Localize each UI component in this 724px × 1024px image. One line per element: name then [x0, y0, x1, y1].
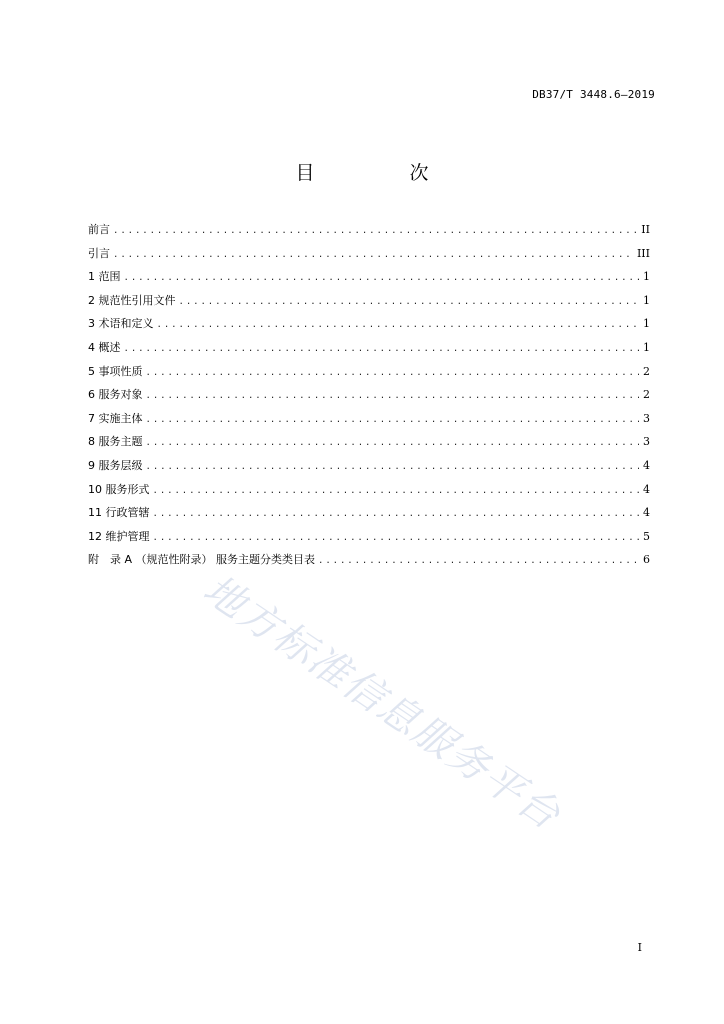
- toc-entry[interactable]: [88, 289, 650, 313]
- toc-entry-label: 6 服务对象: [88, 388, 143, 402]
- toc-entry[interactable]: [88, 218, 650, 242]
- toc-leader-dots: [113, 244, 633, 268]
- toc-entry-page: 1: [643, 340, 650, 354]
- toc-entry-page: 6: [643, 553, 650, 567]
- toc-entry[interactable]: [88, 312, 650, 336]
- toc-entry-label: 2 规范性引用文件: [88, 293, 176, 307]
- toc-leader-dots: [146, 362, 640, 386]
- toc-entry-label: 5 事项性质: [88, 364, 143, 378]
- toc-entry[interactable]: [88, 383, 650, 407]
- watermark: 地方标准信息服务平台: [195, 566, 570, 840]
- toc-entry-label: 1 范围: [88, 270, 121, 284]
- toc-entry-label: 9 服务层级: [88, 458, 143, 472]
- toc-entry-label: 11 行政管辖: [88, 506, 150, 520]
- toc-leader-dots: [124, 267, 640, 291]
- toc-entry-label: 8 服务主题: [88, 435, 143, 449]
- toc-entry-label: 附 录 A （规范性附录） 服务主题分类类目表: [88, 553, 316, 567]
- toc-entry-label: 3 术语和定义: [88, 317, 154, 331]
- toc-entry-page: 4: [643, 458, 650, 472]
- toc-entry-page: 1: [643, 293, 650, 307]
- toc-entry-page: 3: [643, 435, 650, 449]
- toc-entry[interactable]: [88, 454, 650, 478]
- toc-leader-dots: [146, 409, 640, 433]
- toc-entry-page: III: [636, 246, 650, 260]
- toc-leader-dots: [113, 220, 637, 244]
- toc-entry-page: 5: [643, 529, 650, 543]
- toc-entry[interactable]: [88, 336, 650, 360]
- toc-leader-dots: [179, 291, 640, 315]
- toc-leader-dots: [124, 338, 640, 362]
- toc-leader-dots: [146, 432, 640, 456]
- toc-entry-page: 2: [643, 364, 650, 378]
- page-number: I: [637, 941, 642, 954]
- toc-leader-dots: [318, 550, 639, 574]
- table-of-contents: [88, 218, 650, 572]
- toc-entry-label: 12 维护管理: [88, 529, 150, 543]
- toc-entry-appendix[interactable]: [88, 548, 650, 572]
- toc-entry-page: II: [641, 223, 650, 236]
- toc-entry-page: 1: [643, 317, 650, 331]
- toc-entry[interactable]: [88, 501, 650, 525]
- toc-entry[interactable]: [88, 265, 650, 289]
- toc-entry-page: 2: [643, 388, 650, 402]
- toc-leader-dots: [146, 385, 640, 409]
- toc-entry[interactable]: [88, 525, 650, 549]
- toc-leader-dots: [153, 527, 640, 551]
- toc-leader-dots: [153, 503, 640, 527]
- document-code: DB37/T 3448.6—2019: [532, 88, 655, 101]
- toc-entry[interactable]: [88, 360, 650, 384]
- toc-entry-page: 4: [643, 482, 650, 496]
- toc-entry-label: 10 服务形式: [88, 482, 150, 496]
- toc-entry[interactable]: [88, 430, 650, 454]
- toc-entry-label: 引言: [88, 246, 110, 260]
- toc-entry-page: 1: [643, 270, 650, 284]
- toc-entry-page: 4: [643, 506, 650, 520]
- toc-entry-label: 前言: [88, 223, 110, 236]
- toc-entry-label: 4 概述: [88, 340, 121, 354]
- toc-leader-dots: [153, 480, 640, 504]
- toc-entry[interactable]: [88, 478, 650, 502]
- toc-leader-dots: [157, 314, 640, 338]
- toc-entry-page: 3: [643, 411, 650, 425]
- toc-leader-dots: [146, 456, 640, 480]
- toc-title: 目 次: [295, 162, 467, 184]
- toc-entry[interactable]: [88, 407, 650, 431]
- toc-entry-label: 7 实施主体: [88, 411, 143, 425]
- toc-entry[interactable]: [88, 242, 650, 266]
